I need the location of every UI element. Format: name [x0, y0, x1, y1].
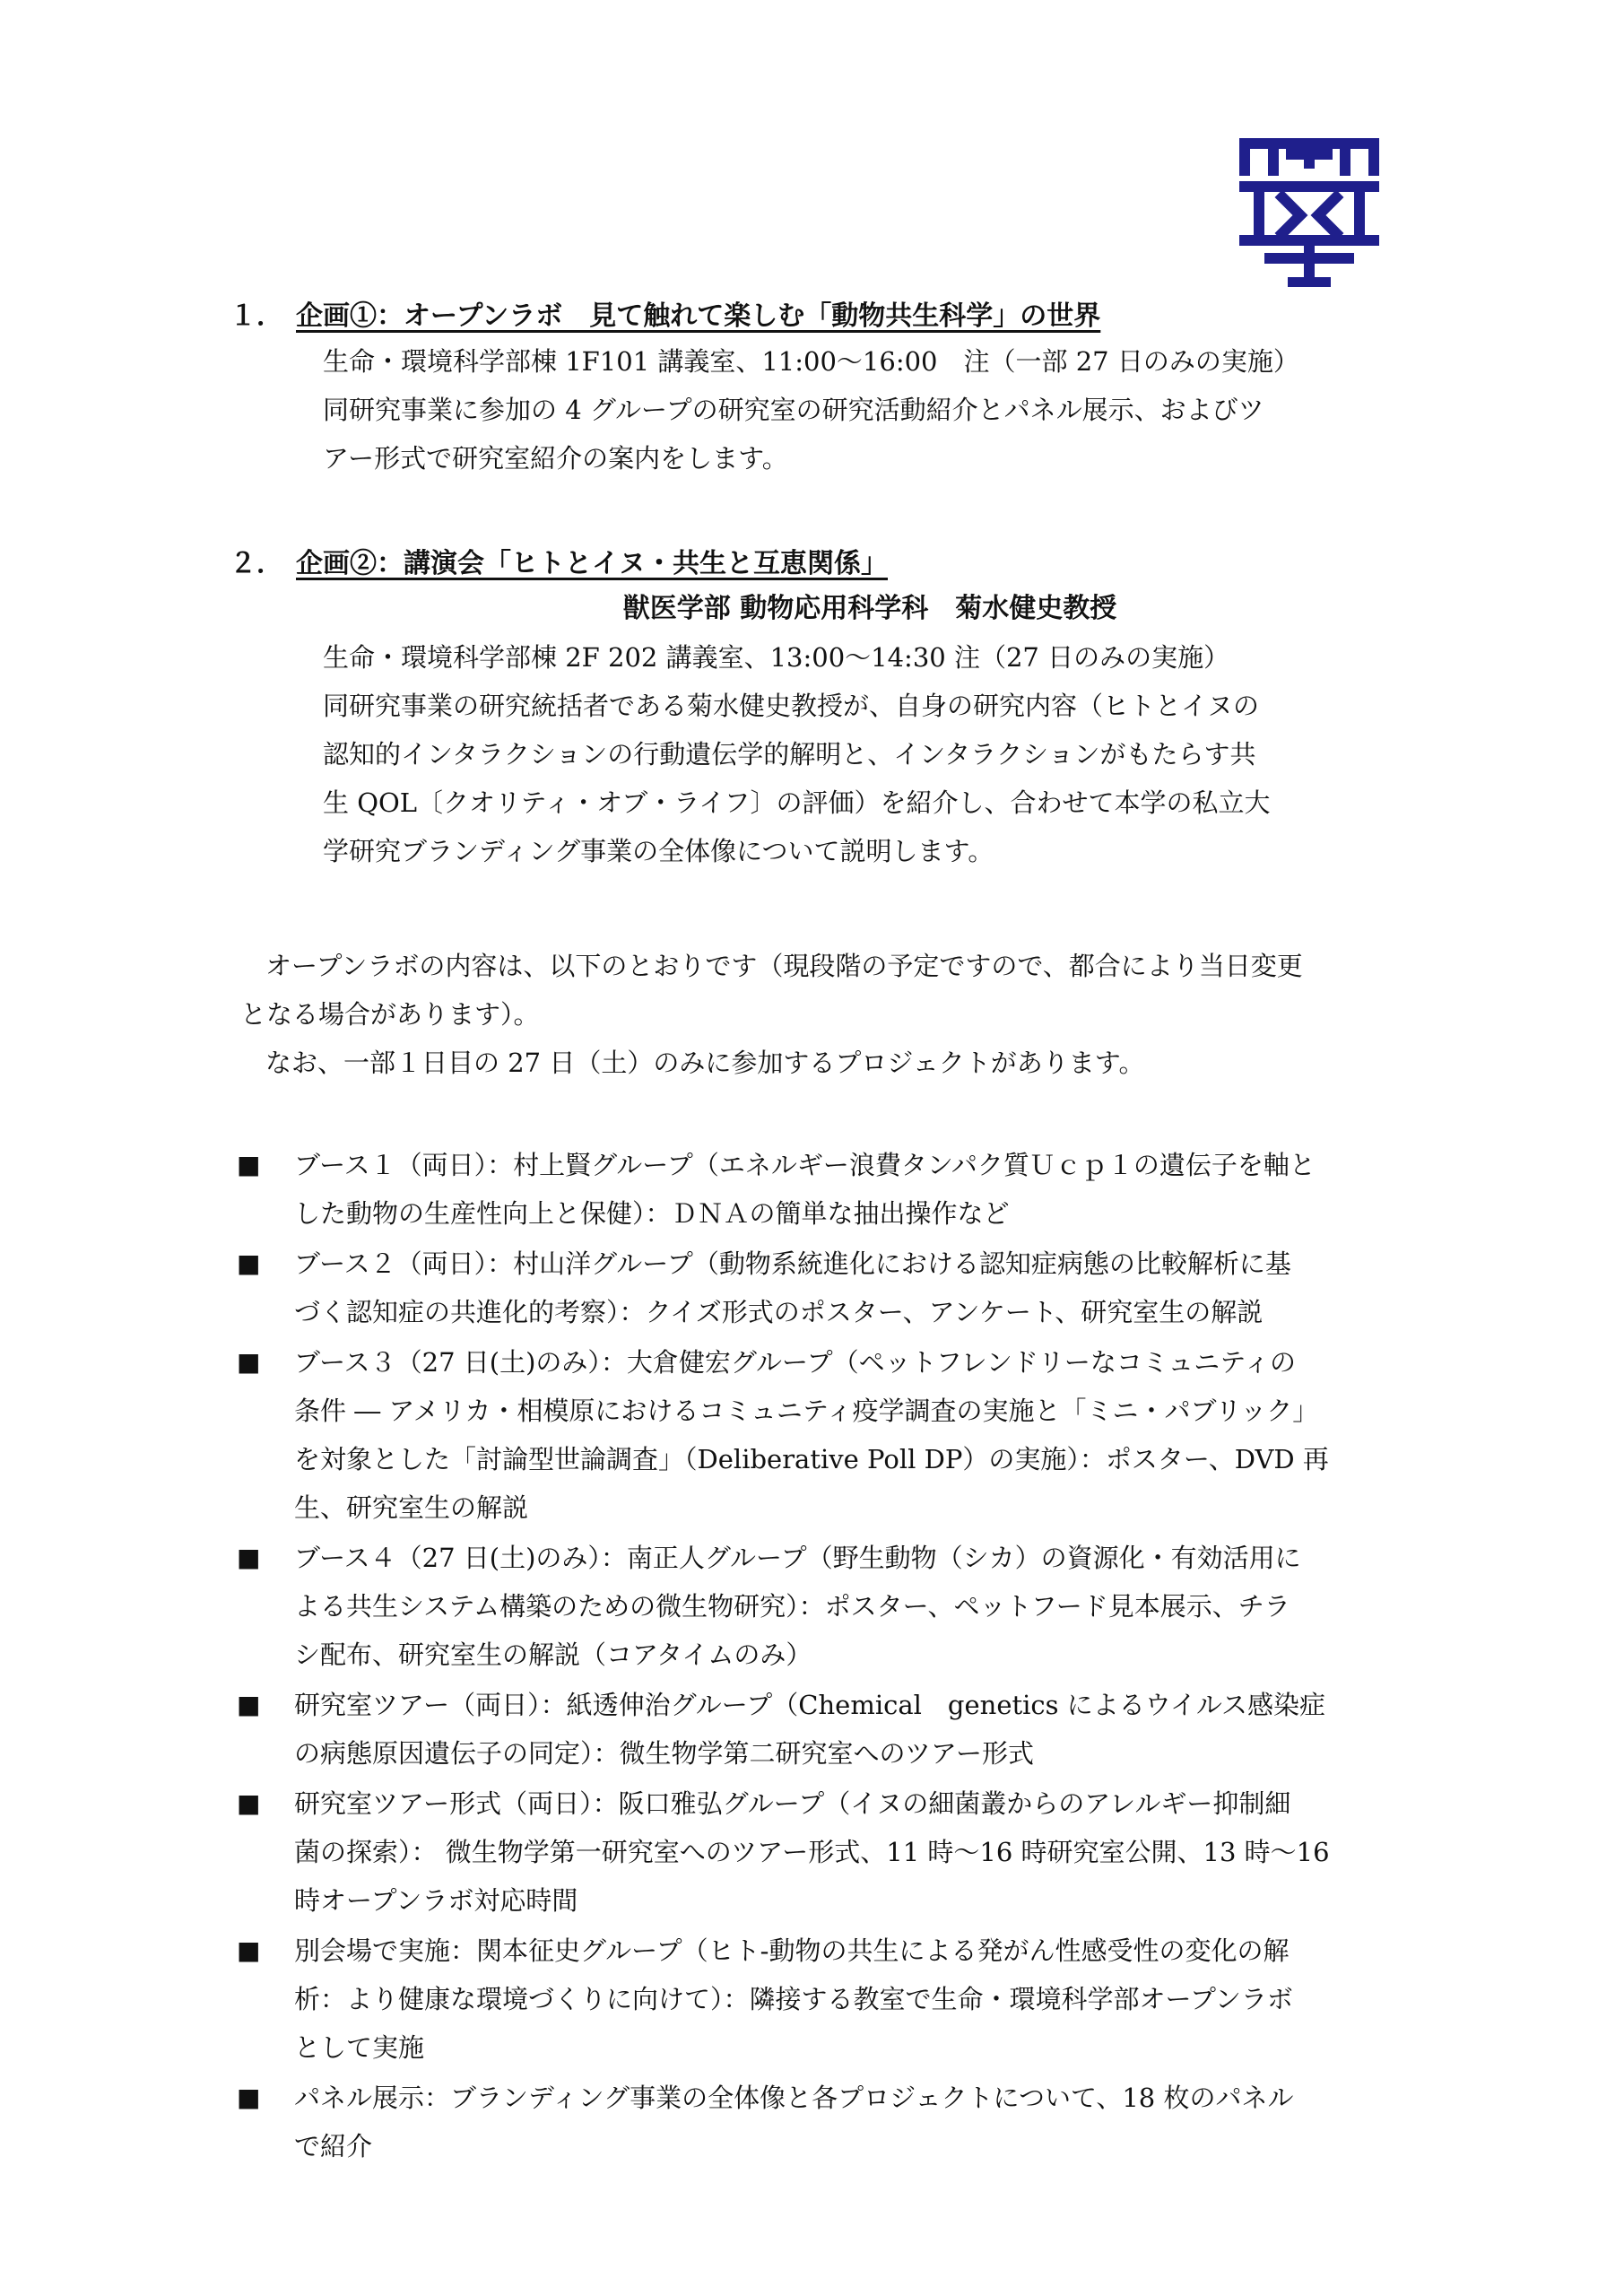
list-item-line: ブース４（27 日(土)のみ）：南正人グループ（野生動物（シカ）の資源化・有効活用に	[294, 1543, 1301, 1573]
list-item	[237, 1338, 1411, 1532]
list-item	[237, 1141, 1411, 1238]
list-item-line: 析：より健康な環境づくりに向けて）：隣接する教室で生命・環境科学部オープンラボ	[294, 1984, 1293, 2014]
square-bullet-icon: ■	[237, 1150, 261, 1179]
section-1-line: アー形式で研究室紹介の案内をします。	[323, 443, 788, 474]
intro-line: となる場合があります）。	[240, 999, 540, 1030]
list-item-line: ブース３（27 日(土)のみ）：大倉健宏グループ（ペットフレンドリーなコミュニティの	[294, 1347, 1296, 1378]
list-item-line: シ配布、研究室生の解説（コアタイムのみ）	[294, 1639, 812, 1670]
list-item-line: ブース１（両日）：村上賢グループ（エネルギー浪費タンパク質Ｕｃｐ１の遺伝子を軸と	[294, 1150, 1316, 1180]
list-item-line: 菌の探索）： 微生物学第一研究室へのツアー形式、11 時～16 時研究室公開、13 時～16	[294, 1837, 1330, 1867]
section-2-line: 生 QOL〔クオリティ・オブ・ライフ〕の評価）を紹介し、合わせて本学の私立大	[323, 787, 1271, 818]
section-1-number: １．	[230, 300, 283, 332]
intro-paragraph	[240, 942, 1406, 1087]
list-item-line: 研究室ツアー（両日）：紙透伸治グループ（Chemical genetics によるウイルス感染症	[294, 1690, 1326, 1720]
section-2-heading	[230, 544, 1413, 585]
list-item	[237, 1926, 1411, 2072]
list-item	[237, 1239, 1411, 1336]
list-item-line: づく認知症の共進化的考察）：クイズ形式のポスター、アンケート、研究室生の解説	[294, 1297, 1264, 1327]
list-item-line: 条件 ― アメリカ・相模原におけるコミュニティ疫学調査の実施と「ミニ・パブリック」	[294, 1396, 1319, 1426]
square-bullet-icon: ■	[237, 1788, 261, 1818]
speaker-name: 獣医学部 動物応用科学科 菊水健史教授	[622, 593, 1117, 624]
list-item	[237, 1534, 1411, 1679]
section-1	[230, 296, 1413, 483]
list-item-line: として実施	[294, 2032, 425, 2063]
square-bullet-icon: ■	[237, 1543, 261, 1572]
section-2-title: 企画②：講演会「ヒトとイヌ・共生と互恵関係」	[296, 548, 888, 579]
list-item	[237, 2074, 1411, 2170]
section-1-heading	[230, 296, 1413, 337]
list-item-line: ブース２（両日）：村山洋グループ（動物系統進化における認知症病態の比較解析に基	[294, 1248, 1291, 1279]
booth-list	[237, 1141, 1411, 2172]
list-item-line: 研究室ツアー形式（両日）：阪口雅弘グループ（イヌの細菌叢からのアレルギー抑制細	[294, 1788, 1291, 1819]
intro-line: オープンラボの内容は、以下のとおりです（現段階の予定ですので、都合により当日変更	[265, 951, 1303, 981]
section-2-line: 学研究ブランディング事業の全体像について説明します。	[323, 836, 994, 866]
list-item-line: よる共生システム構築のための微生物研究）：ポスター、ペットフード見本展示、チラ	[294, 1591, 1290, 1622]
list-item-line: を対象とした「討論型世論調査」（Deliberative Poll DP）の実施）：ポスター、DVD 再	[294, 1444, 1329, 1474]
list-item-line: 別会場で実施：関本征史グループ（ヒト-動物の共生による発がん性感受性の変化の解	[294, 1935, 1290, 1966]
section-1-line: 生命・環境科学部棟 1F101 講義室、11:00～16:00 注（一部 27 日のみの実施）	[323, 346, 1299, 377]
square-bullet-icon: ■	[237, 2083, 261, 2112]
section-2-line: 認知的インタラクションの行動遺伝学的解明と、インタラクションがもたらす共	[323, 739, 1256, 770]
list-item-line: 時オープンラボ対応時間	[294, 1885, 578, 1916]
square-bullet-icon: ■	[237, 1690, 261, 1719]
list-item	[237, 1681, 1411, 1778]
list-item-line: パネル展示：ブランディング事業の全体像と各プロジェクトについて、18 枚のパネル	[294, 2083, 1294, 2113]
square-bullet-icon: ■	[237, 1935, 261, 1965]
section-1-title: 企画①：オープンラボ 見て触れて楽しむ「動物共生科学」の世界	[296, 300, 1101, 332]
list-item-line: 生、研究室生の解説	[294, 1492, 529, 1523]
square-bullet-icon: ■	[237, 1248, 261, 1278]
section-2-body	[323, 633, 1417, 875]
list-item-line: の病態原因遺伝子の同定）：微生物学第二研究室へのツアー形式	[294, 1738, 1035, 1769]
section-2-line: 生命・環境科学部棟 2F 202 講義室、13:00～14:30 注（27 日のみの実施）	[323, 642, 1230, 673]
intro-line: なお、一部１日目の 27 日（土）のみに参加するプロジェクトがあります。	[265, 1048, 1145, 1078]
section-1-line: 同研究事業に参加の 4 グループの研究室の研究活動紹介とパネル展示、およびツ	[323, 395, 1264, 425]
list-item-line: で紹介	[294, 2131, 373, 2161]
university-emblem-icon	[1238, 135, 1381, 287]
list-item-line: した動物の生産性向上と保健）：ＤＮＡの簡単な抽出操作など	[294, 1198, 1010, 1229]
section-1-body	[323, 337, 1417, 483]
square-bullet-icon: ■	[237, 1347, 261, 1377]
section-2-number: ２．	[230, 548, 283, 579]
section-2-line: 同研究事業の研究統括者である菊水健史教授が、自身の研究内容（ヒトとイヌの	[323, 691, 1260, 721]
list-item	[237, 1779, 1411, 1925]
section-2	[230, 544, 1413, 875]
